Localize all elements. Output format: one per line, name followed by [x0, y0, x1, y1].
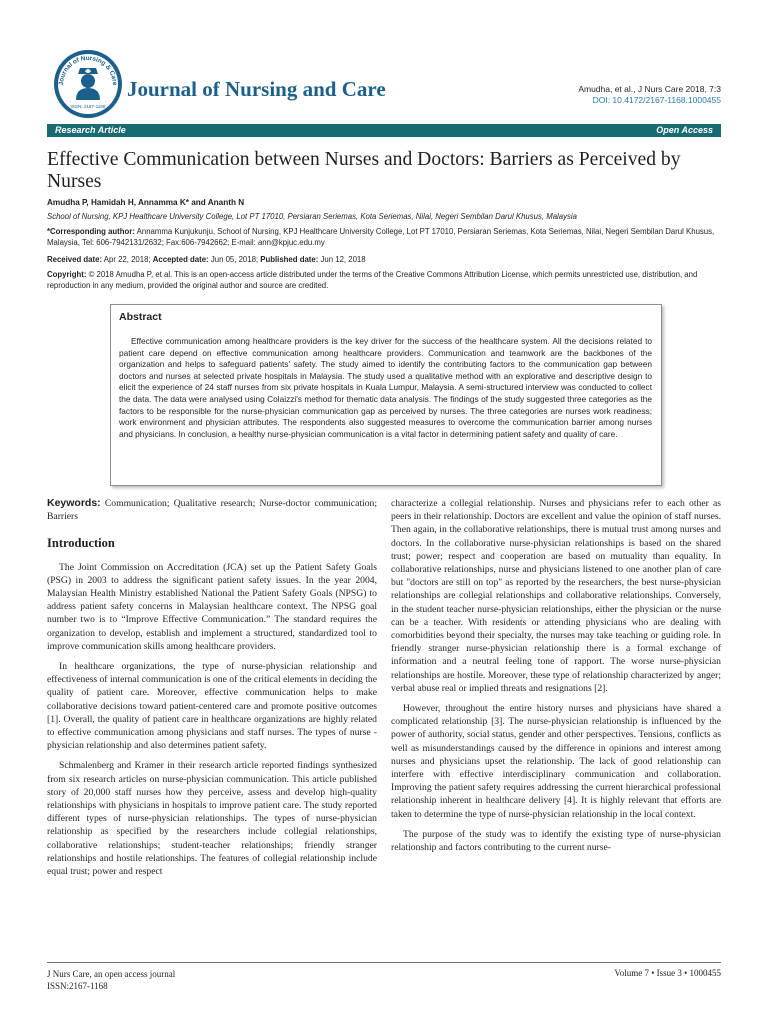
keywords: [47, 497, 377, 523]
keywords-text: Communication; Qualitative research; Nurse-doctor communication; Barriers: [47, 498, 377, 523]
logo-issn: ISSN: 2167-1168: [70, 104, 106, 109]
section-heading-introduction: Introduction: [47, 536, 115, 551]
corresponding-label: *Corresponding author:: [47, 227, 135, 236]
author-affiliation: School of Nursing, KPJ Healthcare University College, Lot PT 17010, Persiaran Seriemas, Kota Seriemas, Nilai, Negeri Sembilan Darul Khusus, Malaysia: [47, 212, 577, 221]
paragraph: In healthcare organizations, the type of nurse-physician relationship and effectiveness of internal communication is one of the critical elements in deciding the quality of patient care. Moreover, effective communication helps to make collaborative decisions toward patient-centered care and promote positive outcomes [1]. Overall, the quality of patient care in healthcare organizations are highly related to effective communication among physicians and staff nurses. The types of nurse -physician relationship and also determines patient safety.: [47, 661, 377, 752]
journal-title: Journal of Nursing and Care: [127, 77, 386, 101]
keywords-label: Keywords:: [47, 497, 101, 509]
footer-journal-info: [47, 968, 175, 992]
published-date: Jun 12, 2018: [318, 255, 366, 264]
corresponding-author: [47, 227, 723, 248]
published-label: Published date:: [260, 255, 319, 264]
footer-issn: ISSN:2167-1168: [47, 981, 108, 991]
abstract-box: [110, 304, 662, 486]
corresponding-details: Annamma Kunjukunju, School of Nursing, KPJ Healthcare University College, Lot PT 17010, Persiaran Seriemas, Kota Seriemas, Nilai, Negeri Sembilan Darul Khusus, Malaysia, Tel: 606-7942131/2632; Fax:606-7942662; E-mail: ann@kpjuc.edu.my: [47, 227, 715, 247]
copyright-label: Copyright:: [47, 270, 87, 279]
accepted-label: Accepted date:: [152, 255, 209, 264]
article-type-label: Research Article: [55, 125, 126, 135]
body-column-left: [47, 497, 377, 885]
open-access-label: Open Access: [656, 125, 713, 135]
paragraph: The purpose of the study was to identify the existing type of nurse-physician relationship and factors contributing to the current nurse-: [391, 828, 721, 854]
author-list: Amudha P, Hamidah H, Annamma K* and Ananth N: [47, 198, 245, 207]
paragraph: characterize a collegial relationship. Nurses and physicians refer to each other as peers in their relationship. Doctors are excellent and value the opinion of staff nurses. Then again, in the collaborative relationships, there is mutual trust among nurses and doctors. In the collaborative nurse-physician relationships is based on the shared trust; power; respect and cooperation are based on mutuality than equality. In collaborative relationships, nurse and physicians listened to one another plan of care but "doctors are still on top" as reported by the researchers, the best nurse-physician relationships are collegial relationships and collaborative relationships. Conversely, in the student teacher nurse-physician relationships, either the physician or the nurse can be a teacher. With residents or attending physicians who are dealing with comorbidities beyond their specialty, the nurses may take teaching or guiding role. In friendly stranger nurse-physician relationship there is a formal exchange of information and a neutral feeling tone of rapport. The worse nurse-physician relationships are hostile. Moreover, these type of relationship characterized by anger; verbal abuse real or implied threats and resignations [2].: [391, 498, 721, 694]
footer-divider: [47, 962, 721, 963]
received-date: Apr 22, 2018;: [102, 255, 153, 264]
copyright-notice: [47, 270, 723, 291]
citation-block: [578, 84, 721, 106]
publication-dates: [47, 255, 366, 264]
abstract-heading: Abstract: [119, 311, 162, 323]
copyright-text: © 2018 Amudha P, et al. This is an open-access article distributed under the terms of the Creative Commons Attribution License, which permits unrestricted use, distribution, and reproduction in any medium, provided the original author and source are credited.: [47, 270, 698, 290]
footer-volume-info: Volume 7 • Issue 3 • 1000455: [614, 968, 721, 978]
paragraph: However, throughout the entire history nurses and physicians have shared a complicated relationship [3]. The nurse-physician relationship is influenced by the power of authority, social status, gender and other perspectives. Tensions, conflicts as well as misunderstandings caused by the difference in opinions and interest among nurses and physicians upset the relationship. The lack of good relationship can interfere with effective interdisciplinary communication and collaboration. Improving the patient safety requires addressing the current hierarchical professional relationship inherent in healthcare delivery [4]. It is highly relevant that efforts are taken to determine the type of nurse-physician relationship in the local context.: [391, 703, 721, 820]
accepted-date: Jun 05, 2018;: [208, 255, 261, 264]
article-type-band: [47, 124, 721, 137]
paper-title: Effective Communication between Nurses and Doctors: Barriers as Perceived by Nurses: [47, 149, 681, 192]
paragraph: Schmalenberg and Kramer in their research article reported findings synthesized from six research articles on nurse-physician communication. This article published story of 20,000 staff nurses how they perceive, assess and develop high-quality relationships with physicians in hospitals to improve patient care. The study reported different types of nurse-physician relationships. The types of nurse-physician relationship as specified by the researchers include collegial relationships, collaborative relationships; student-teacher relationships; friendly stranger relationships and hostile relationships. The features of collegial relationship include equal trust; power and respect: [47, 760, 377, 878]
body-column-right: [391, 497, 721, 861]
paragraph: The Joint Commission on Accreditation (JCA) set up the Patient Safety Goals (PSG) in 2003 to address the significant patient safety issues. In the year 2004, Malaysian Health Ministry established National the Patient Safety Goals (NPSG) to address patient safety concerns in Malaysian healthcare context. The NPSG goal number two is to “Improve Effective Communication.” The standard requires the organization to develop, establish and implement a structured, standardized tool to improve communication skills among healthcare providers.: [47, 561, 377, 652]
logo-ring-text: Journal of Nursing & Care: [57, 54, 119, 86]
citation-text: Amudha, et al., J Nurs Care 2018, 7:3: [578, 84, 721, 94]
footer-journal: J Nurs Care, an open access journal: [47, 969, 176, 979]
doi-link[interactable]: DOI: 10.4172/2167-1168.1000455: [592, 95, 721, 105]
abstract-body: Effective communication among healthcare providers is the key driver for the success of the healthcare system. All the decisions related to patient care depend on effective communication among healthcare providers. Communication and teamwork are the backbones of the organization and helps to safeguard patients' safety. The study aimed to identify the contributing factors to the communication gap between doctors and nurses at selected private hospitals in Malaysia. The study used a qualitative method with an explorative and descriptive design to elicit the experience of 24 staff nurses from six private hospitals in Kuala Lumpur, Malaysia. A semi-structured interview was conducted to collect the data. The data were analysed using Colaizzi's method for thematic data analysis. The findings of the study suggested three categories as the factors to be responsible for the nurse-physician communication gap as perceived by nurses. The three categories are nurses work readiness; work environment and physician attributes. The respondents also suggested measures to overcome the communication barrier among nurses and physicians. In conclusion, a healthy nurse-physician communication is a vital factor in determining patient safety and quality of care.: [119, 336, 652, 439]
received-label: Received date:: [47, 255, 103, 264]
abstract-text: [119, 336, 652, 440]
journal-logo: [52, 48, 124, 120]
